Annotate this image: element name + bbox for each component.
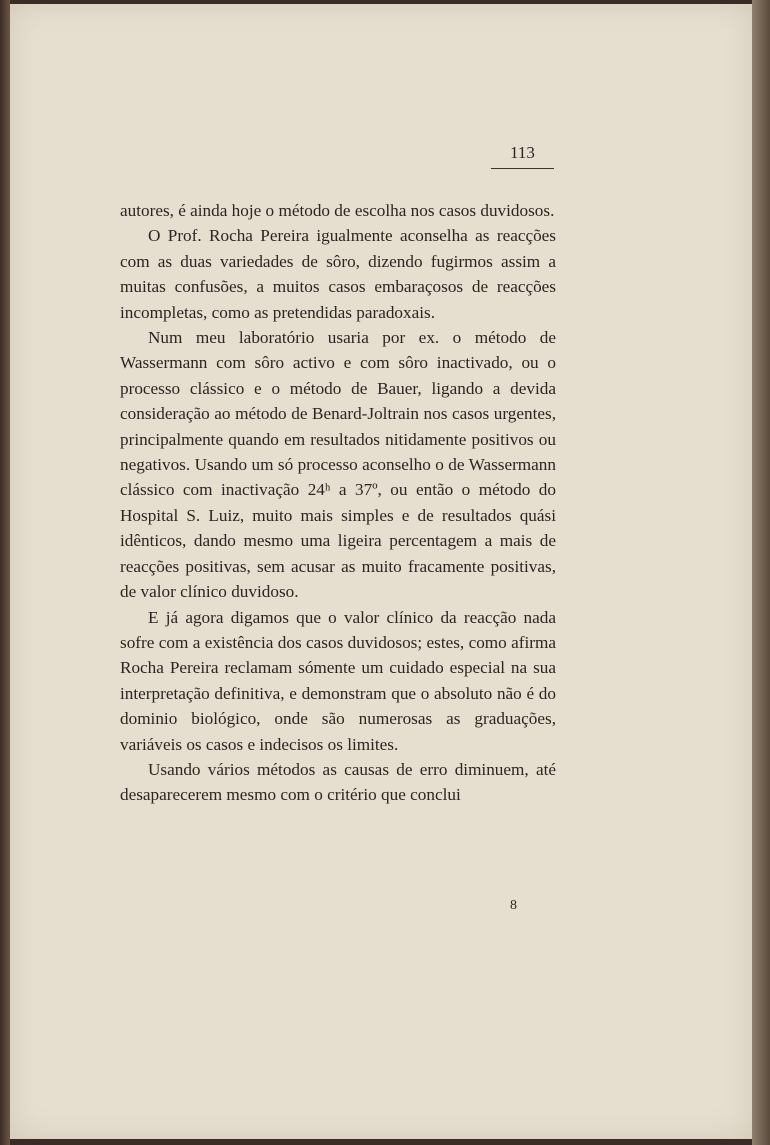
- paragraph: autores, é ainda hoje o método de escolha nos casos duvidosos.: [120, 201, 555, 220]
- paragraph: Usando vários métodos as causas de erro diminuem, até desaparecerem mesmo com o critério que conclui: [120, 759, 556, 805]
- paragraph: Num meu laboratório usaria por ex. o método de Wassermann com sôro activo e com sôro inactivado, ou o processo clássico e o método de Bauer, ligando a devida consideração ao método de Benard-Joltrain nos casos urgentes, principalmente quando em resultados nitidamente positivos ou negativos. Usando um só processo aconselho o de Wassermann clássico com inactivação 24ʰ a 37º, ou então o método do Hospital S. Luiz, muito mais simples e de resultados quási idênticos, dando mesmo uma ligeira percentagem a mais de reacções positivas, sem acusar as muito fracamente positivas, de valor clínico duvidoso.: [120, 328, 556, 602]
- page-edge-strip: [752, 0, 770, 1145]
- book-spine-edge: [0, 0, 10, 1145]
- body-text: [120, 198, 556, 808]
- paragraph: E já agora digamos que o valor clínico da reacção nada sofre com a existência dos casos duvidosos; estes, como afirma Rocha Pereira reclamam sómente um cuidado especial na sua interpretação definitiva, e demonstram que o absoluto não é do dominio biológico, onde são numerosas as graduações, variáveis os casos e indecisos os limites.: [120, 607, 556, 754]
- signature-mark: 8: [510, 898, 517, 913]
- page-number-rule: [491, 168, 554, 169]
- page-number: 113: [510, 143, 535, 162]
- paragraph: O Prof. Rocha Pereira igualmente aconselha as reacções com as duas variedades de sôro, dizendo fugirmos assim a muitas confusões, a muitos casos embaraçosos de reacções incompletas, como as pretendidas paradoxais.: [120, 226, 556, 322]
